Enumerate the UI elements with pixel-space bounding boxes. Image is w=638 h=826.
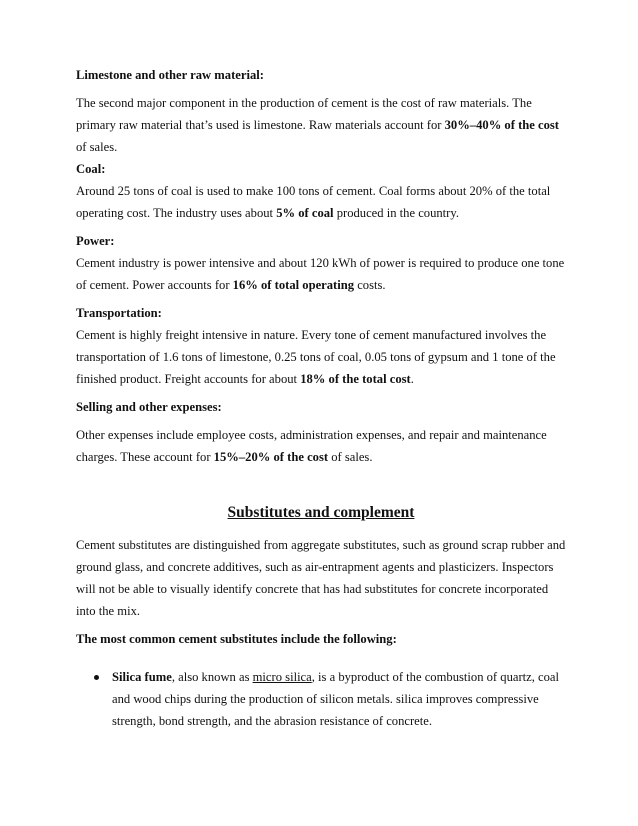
limestone-paragraph <box>76 92 566 158</box>
document-page <box>76 64 566 732</box>
substitutes-list-heading: The most common cement substitutes include the following: <box>76 632 397 646</box>
list-item-term: Silica fume <box>112 670 172 684</box>
micro-silica-link[interactable]: micro silica <box>252 670 312 684</box>
bullet-icon <box>94 675 99 680</box>
power-heading: Power: <box>76 234 115 248</box>
coal-heading: Coal: <box>76 162 106 176</box>
coal-text-end: produced in the country. <box>333 206 459 220</box>
coal-paragraph <box>76 180 566 224</box>
transportation-paragraph <box>76 324 566 390</box>
list-item-text-end: , is a byproduct of the combustion of quartz, coal and wood chips during the production of silicon metals. silica improves compressive strength, bond strength, and the abrasion resistance of concrete. <box>112 670 560 728</box>
section-title: Substitutes and complement <box>227 504 415 521</box>
transportation-heading: Transportation: <box>76 306 162 320</box>
coal-bold: 5% of coal <box>276 206 334 220</box>
list-item-text: , also known as <box>171 670 253 684</box>
coal-text: Around 25 tons of coal is used to make 100 tons of cement. Coal forms about 20% of the total operating cost. The industry uses about <box>76 184 551 220</box>
selling-text: Other expenses include employee costs, administration expenses, and repair and maintenance charges. These account for <box>76 428 547 464</box>
transportation-bold: 18% of the total cost <box>300 372 411 386</box>
limestone-text-end: of sales. <box>76 140 118 154</box>
limestone-bold: 30%–40% of the cost <box>444 118 559 132</box>
limestone-text: The second major component in the production of cement is the cost of raw materials. The primary raw material that’s used is limestone. Raw materials account for <box>76 96 532 132</box>
transportation-text-end: . <box>410 372 414 386</box>
selling-text-end: of sales. <box>328 450 373 464</box>
limestone-heading: Limestone and other raw material: <box>76 68 264 82</box>
selling-paragraph <box>76 424 566 468</box>
selling-heading: Selling and other expenses: <box>76 400 222 414</box>
transportation-text: Cement is highly freight intensive in nature. Every tone of cement manufactured involves the transportation of 1.6 tons of limestone, 0.25 tons of coal, 0.05 tons of gypsum and 1 tone of the finished product. Freight accounts for about <box>76 328 556 386</box>
substitutes-list <box>76 666 566 732</box>
substitutes-paragraph: Cement substitutes are distinguished from aggregate substitutes, such as ground scrap rubber and ground glass, and concrete additives, such as air-entrapment agents and plasticizers. Inspectors will not be able to visually identify concrete that has had substitutes for concrete incorporated into the mix. <box>76 538 566 618</box>
power-text-end: costs. <box>354 278 386 292</box>
list-item <box>76 666 566 732</box>
power-paragraph <box>76 252 566 296</box>
power-text: Cement industry is power intensive and about 120 kWh of power is required to produce one tone of cement. Power accounts for <box>76 256 565 292</box>
power-bold: 16% of total operating <box>232 278 355 292</box>
selling-bold: 15%–20% of the cost <box>213 450 329 464</box>
